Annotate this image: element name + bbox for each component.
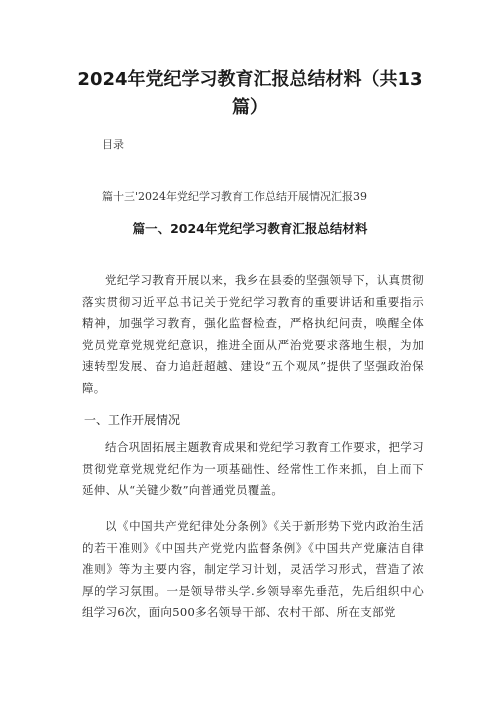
toc-label: 目录 xyxy=(102,138,124,151)
body-paragraph: 结合巩固拓展主题教育成果和党纪学习教育工作要求，把学习贯彻党章党规党纪作为一项基础性、经常性工作来抓，自上而下延伸、从“关键少数”向普通党员覆盖。 xyxy=(82,440,424,497)
body-paragraph: 以《中国共产党纪律处分条例》《关于新形势下党内政治生活的若干准则》《中国共产党党内监督条例》《中国共产党廉洁自律准则》等为主要内容，制定学习计划，灵活学习形式，营造了浓厚的学习氛围。一是领导带头学.乡领导率先垂范，先后组织中心组学习6次，面向500多名领导干部、农村干部、所在支部党 xyxy=(82,519,424,619)
body-paragraph: 党纪学习教育开展以来，我乡在县委的坚强领导下，认真贯彻落实贯彻习近平总书记关于党纪学习教育的重要讲话和重要指示精神，加强学习教育，强化监督检查，严格执纪问责，唤醒全体党员党章党规党纪意识，推进全面从严治党要求落地生根，为加速转型发展、奋力追赶超越、建设“五个观凤”提供了坚强政治保障。 xyxy=(82,273,424,395)
section-heading: 篇一、2024年党纪学习教育汇报总结材料 xyxy=(132,221,368,236)
document-title: 2024年党纪学习教育汇报总结材料（共13篇） xyxy=(77,69,423,118)
toc-entry[interactable]: 篇十三'2024年党纪学习教育工作总结开展情况汇报39 xyxy=(102,190,368,203)
subsection-heading: 一、工作开展情况 xyxy=(84,413,181,427)
